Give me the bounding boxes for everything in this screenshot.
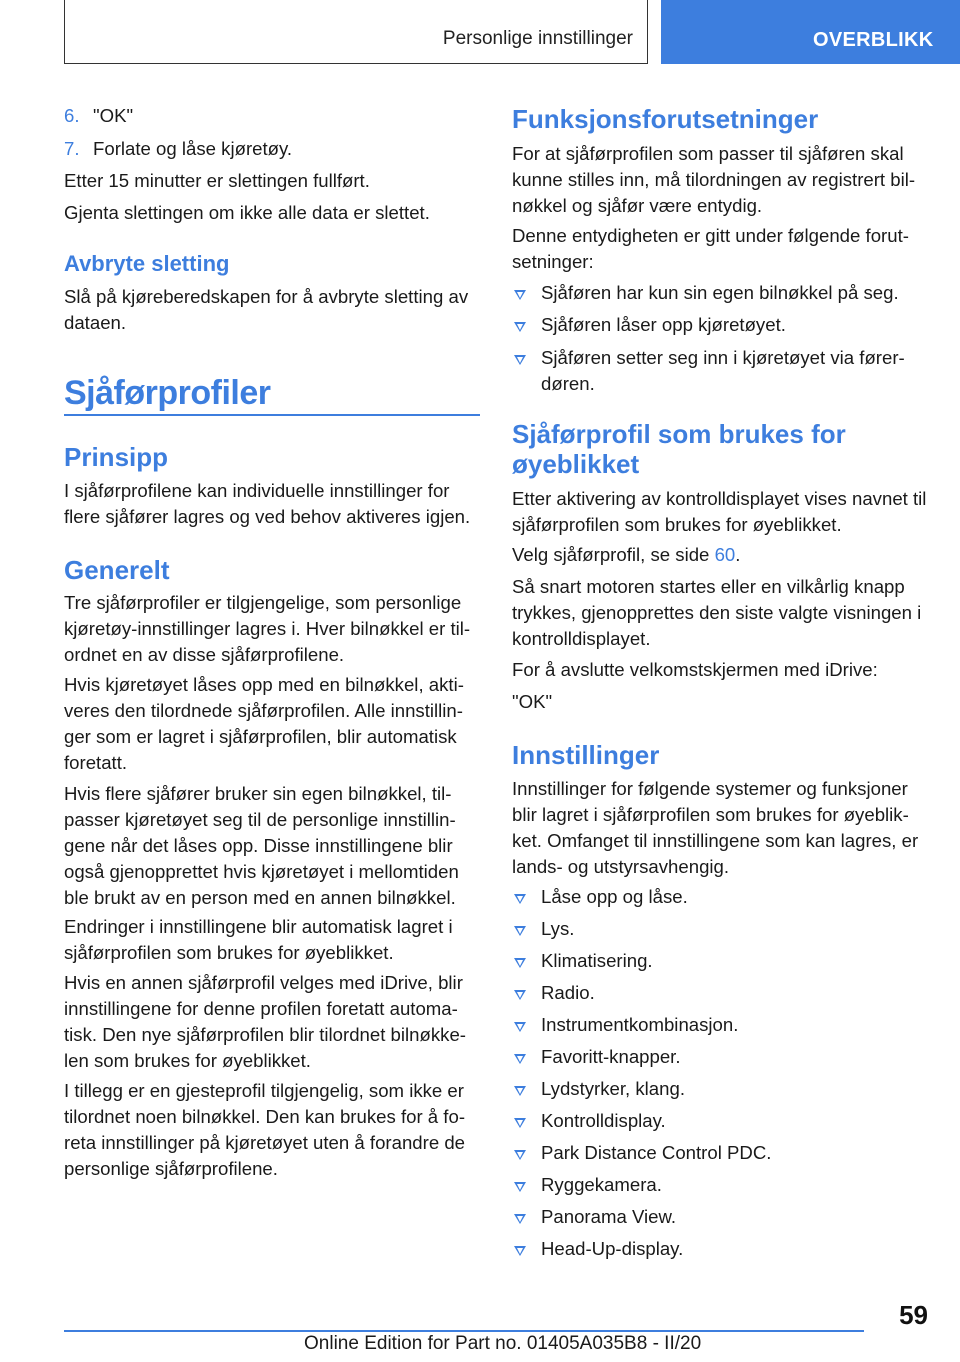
paragraph (512, 542, 928, 568)
footer-divider (64, 1330, 864, 1332)
bullet-triangle-icon (514, 958, 526, 968)
list-item-text: Ryggekamera. (541, 1174, 662, 1195)
step-number: 7. (64, 138, 80, 159)
list-item-text: Sjåføren har kun sin egen bilnøkkel på seg. (541, 282, 899, 303)
list-item-text: Park Distance Control PDC. (541, 1142, 772, 1163)
bullet-triangle-icon (514, 1214, 526, 1224)
section-heading-cancel: Avbryte sletting (64, 251, 230, 276)
list-item-text: Radio. (541, 982, 595, 1003)
step-text: "OK" (93, 105, 134, 126)
paragraph: Så snart motoren startes eller en vilkårlig knapp trykkes, gjenopprettes den siste valgte visningen i kontrolldisplayet. (512, 576, 922, 649)
bullet-triangle-icon (514, 1054, 526, 1064)
paragraph: For at sjåførprofilen som passer til sjåføren skal kunne stilles inn, må tilordningen av registrert bil-nøkkel og sjåfør være entydig. (512, 143, 916, 216)
list-item-text: Lydstyrker, klang. (541, 1078, 685, 1099)
paragraph: For å avslutte velkomstskjermen med iDrive: (512, 659, 878, 680)
bullet-triangle-icon (514, 322, 526, 332)
paragraph: Hvis flere sjåfører bruker sin egen bilnøkkel, til-passer kjøretøyet seg til de personlige innstillin-gene når det låses opp. Disse innstillingene blir også gjenopprettet hvis kjøretøyet i mellomtiden ble brukt av en person med en annen bilnøkkel. (64, 783, 459, 908)
paragraph: Etter 15 minutter er slettingen fullført. (64, 170, 370, 191)
paragraph: I tillegg er en gjesteprofil tilgjengelig, som ikke er tilordnet noen bilnøkkel. Den kan brukes for å fo-reta innstillinger på kjøretøyet uten å forandre de personlige sjåførprofilene. (64, 1080, 466, 1179)
list-item-text: Låse opp og låse. (541, 886, 688, 907)
title-divider (64, 414, 480, 416)
paragraph: Slå på kjøreberedskapen for å avbryte sletting av dataen. (64, 286, 469, 333)
bullet-triangle-icon (514, 355, 526, 365)
header-title: Personlige innstillinger (442, 28, 633, 49)
bullet-triangle-icon (514, 1086, 526, 1096)
list-item-text: Sjåføren låser opp kjøretøyet. (541, 314, 786, 335)
paragraph: Hvis kjøretøyet låses opp med en bilnøkkel, akti-veres den tilordnede sjåførprofilen. Alle innstillin-ger som er lagret i sjåførprofilen, blir automatisk foretatt. (64, 674, 464, 773)
paragraph: Endringer i innstillingene blir automatisk lagret i sjåførprofilen som brukes for øyeblikket. (64, 916, 453, 963)
list-item-text: Kontrolldisplay. (541, 1110, 666, 1131)
paragraph: "OK" (512, 691, 553, 712)
paragraph: Denne entydigheten er gitt under følgende forut-setninger: (512, 225, 909, 272)
page-number: 59 (899, 1300, 928, 1330)
page-link[interactable]: 60 (714, 544, 736, 565)
bullet-triangle-icon (514, 1150, 526, 1160)
bullet-triangle-icon (514, 1182, 526, 1192)
section-heading-current: Sjåførprofil som brukes for øyeblikket (512, 419, 846, 479)
section-heading-func: Funksjonsforutsetninger (512, 104, 819, 134)
list-item-text: Panorama View. (541, 1206, 677, 1227)
bullet-triangle-icon (514, 1118, 526, 1128)
step-number: 6. (64, 105, 80, 126)
list-item-text: Lys. (541, 918, 575, 939)
header-title-box (64, 0, 648, 64)
list-item-text: Favoritt-knapper. (541, 1046, 681, 1067)
bullet-triangle-icon (514, 894, 526, 904)
paragraph: Innstillinger for følgende systemer og funksjoner blir lagret i sjåførprofilen som brukes for øyeblik-ket. Omfanget til innstillingene som kan lagres, er lands- og utstyrsavhengig. (512, 778, 919, 877)
text-fragment: Velg sjåførprofil, se side (512, 544, 715, 565)
list-item-text: Klimatisering. (541, 950, 653, 971)
paragraph: I sjåførprofilene kan individuelle innstillinger for flere sjåfører lagres og ved behov aktiveres igjen. (64, 480, 471, 527)
bullet-triangle-icon (514, 1022, 526, 1032)
text-fragment: . (735, 544, 741, 565)
bullet-triangle-icon (514, 990, 526, 1000)
bullet-triangle-icon (514, 290, 526, 300)
bullet-triangle-icon (514, 1246, 526, 1256)
section-heading-general: Generelt (64, 555, 170, 585)
paragraph: Tre sjåførprofiler er tilgjengelige, som personlige kjøretøy-innstillinger lagres i. Hver bilnøkkel er til-ordnet en av disse sjåførprofilene. (64, 592, 471, 665)
bullet-triangle-icon (514, 926, 526, 936)
tab-overblikk[interactable]: OVERBLIKK (661, 0, 960, 64)
step-text: Forlate og låse kjøretøy. (93, 138, 293, 159)
paragraph: Hvis en annen sjåførprofil velges med iDrive, blir innstillingene for denne profilen foretatt automa-tisk. Den nye sjåførprofilen blir tilordnet bilnøkke-len som brukes for øyeblikket. (64, 972, 466, 1071)
paragraph: Etter aktivering av kontrolldisplayet vises navnet til sjåførprofilen som brukes for øyeblikket. (512, 488, 927, 535)
list-item-text: Sjåføren setter seg inn i kjøretøyet via fører-døren. (541, 347, 905, 394)
page-title: Sjåførprofiler (64, 374, 271, 412)
section-heading-principle: Prinsipp (64, 442, 169, 472)
list-item-text: Head-Up-display. (541, 1238, 684, 1259)
section-heading-settings: Innstillinger (512, 740, 660, 770)
paragraph: Gjenta slettingen om ikke alle data er slettet. (64, 202, 430, 223)
list-item-text: Instrumentkombinasjon. (541, 1014, 739, 1035)
footer-edition: Online Edition for Part no. 01405A035B8 - II/20 (304, 1333, 702, 1354)
